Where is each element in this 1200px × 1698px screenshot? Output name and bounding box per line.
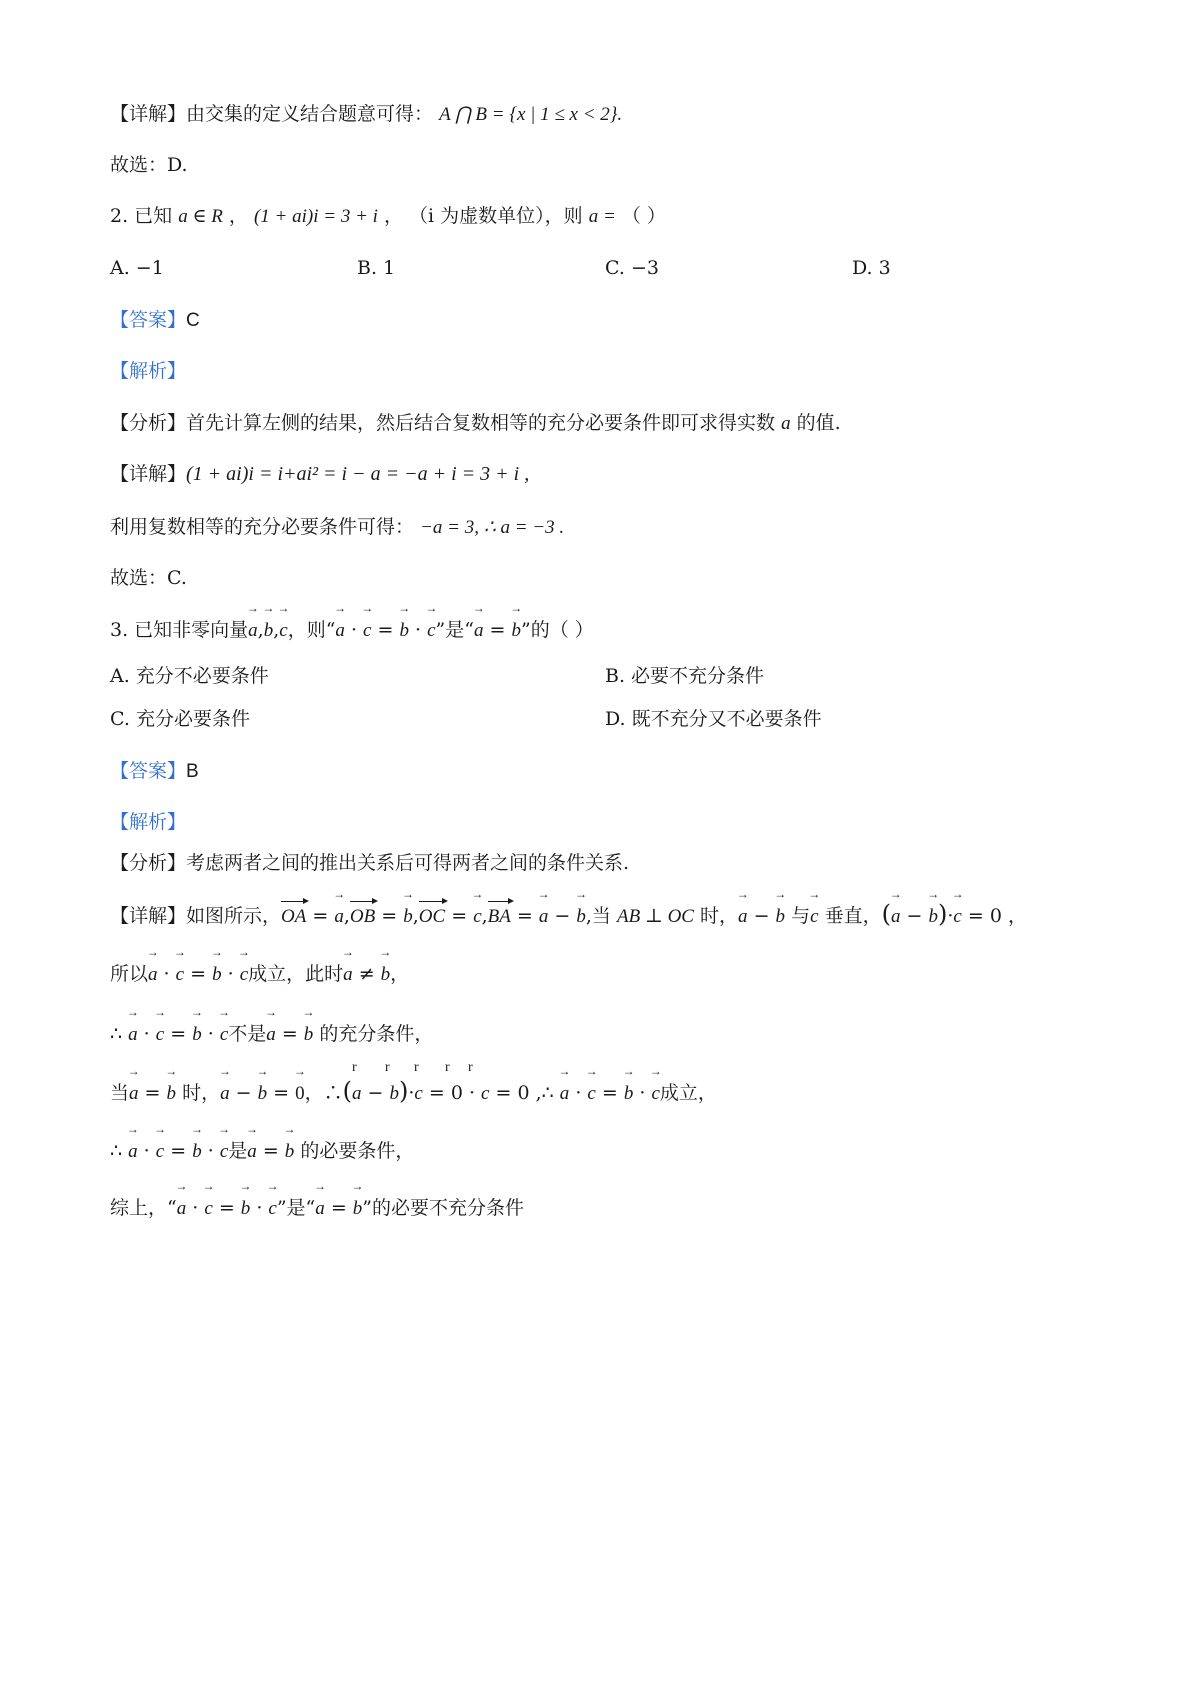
- stray-r-4: r: [445, 1060, 450, 1075]
- stray-r-1: r: [352, 1060, 357, 1075]
- q2-detail-line: [110, 460, 529, 488]
- q2-option-a: A. −1: [110, 257, 164, 279]
- analysis-text: 首先计算左侧的结果，然后结合复数相等的充分必要条件即可求得实数: [186, 412, 776, 434]
- q3-step-1: 所以→ a · → c = → b · → c成立，此时→ a ≠ → b，: [110, 960, 409, 989]
- answer-value: C: [186, 310, 200, 331]
- intersection-formula: A ⋂ B = {x | 1 ≤ x < 2}.: [439, 104, 623, 125]
- conclusion-text: 利用复数相等的充分必要条件可得：: [110, 516, 415, 538]
- detail-text: 如图所示，: [186, 905, 282, 927]
- q2-unknown: a =: [588, 206, 616, 227]
- q3-option-d: D. 既不充分又不必要条件: [605, 708, 822, 730]
- analysis-text-end: 的值.: [796, 412, 841, 434]
- q2-option-d: D. 3: [852, 257, 891, 279]
- q3-answer-line: [110, 757, 199, 786]
- q2-option-b: B. 1: [357, 257, 396, 279]
- q3-step-4: ∴ → a · → c = → b · → c是→ a = → b 的必要条件，: [110, 1137, 414, 1166]
- q3-step-3: 当→ a = → b 时，→ a − → b = → 0，∴(a − b)·c = 0 · c = 0 ,∴ → a · → c = → b · → c成立，: [110, 1077, 717, 1108]
- q3-detail-line: 【详解】如图所示，OA = → a,OB = → b,OC = → c,BA = → a − → b,当 AB ⊥ OC 时，→ a − → b 与→ c 垂直，(→ a − → b)·→ c = 0 ，: [110, 900, 1027, 931]
- q3-stem-mid: ，则“: [287, 619, 336, 641]
- q2-option-c: C. −3: [605, 257, 659, 279]
- analysis-text: 考虑两者之间的推出关系后可得两者之间的条件关系.: [186, 852, 630, 874]
- question-3-stem: 3. 已知非零向量→ a,→ b,→ c，则“→ a · → c = → b · → c”是“→ a = → b”的（ ）: [110, 616, 594, 645]
- q3-analysis-line: [110, 849, 629, 877]
- detail-line-1: [110, 100, 622, 129]
- q3-stem-suffix: ”的（ ）: [520, 619, 594, 641]
- analysis-tag: 【分析】: [110, 852, 187, 874]
- stray-r-3: r: [414, 1060, 419, 1075]
- detail-text: 由交集的定义结合题意可得：: [186, 103, 434, 125]
- variable-a: a: [781, 413, 791, 434]
- stray-r-2: r: [385, 1060, 390, 1075]
- q2-paren: （ ）: [621, 205, 666, 227]
- q3-step-2: ∴ → a · → c = → b · → c不是→ a = → b 的充分条件，: [110, 1020, 433, 1049]
- q2-answer-line: [110, 306, 200, 335]
- answer-value: B: [186, 761, 199, 782]
- q3-option-b: B. 必要不充分条件: [605, 665, 765, 687]
- stray-r-5: r: [468, 1060, 473, 1075]
- question-2-stem: 2. 已知 a ∈ R ， (1 + ai)i = 3 + i ， （i 为虚数单位），则 a = （ ）: [110, 205, 666, 227]
- q2-condition: a ∈ R: [178, 206, 223, 227]
- q3-option-c: C. 充分必要条件: [110, 708, 250, 730]
- choose-d-line: 故选：D.: [110, 154, 188, 176]
- q2-stem-suffix: （i 为虚数单位），则: [409, 205, 583, 227]
- q2-equation: (1 + ai)i = 3 + i: [253, 206, 378, 227]
- q2-analysis-line: [110, 409, 841, 438]
- q2-conclusion-line: [110, 513, 564, 542]
- q3-analysis-tag: 【解析】: [110, 811, 187, 833]
- conclusion-math: −a = 3, ∴ a = −3 .: [420, 517, 565, 538]
- analysis-tag: 【分析】: [110, 412, 187, 434]
- detail-tag: 【详解】: [110, 103, 187, 125]
- choose-c-line: 故选：C.: [110, 567, 187, 589]
- q3-stem-mid2: ”是“: [435, 619, 474, 641]
- answer-tag: 【答案】: [110, 309, 187, 331]
- q3-stem-prefix: 3. 已知非零向量: [110, 619, 249, 641]
- q2-analysis-tag: 【解析】: [110, 360, 187, 382]
- q3-summary: 综上，“→ a · → c = → b · → c”是“→ a = → b”的必要不充分条件: [110, 1194, 524, 1223]
- detail-tag: 【详解】: [110, 463, 187, 485]
- q2-stem-prefix: 2. 已知: [110, 205, 173, 227]
- detail-tag: 【详解】: [110, 905, 187, 927]
- answer-tag: 【答案】: [110, 760, 187, 782]
- q3-option-a: A. 充分不必要条件: [110, 665, 269, 687]
- q2-derivation: (1 + ai)i = i+ai² = i − a = −a + i = 3 + i ,: [186, 463, 530, 485]
